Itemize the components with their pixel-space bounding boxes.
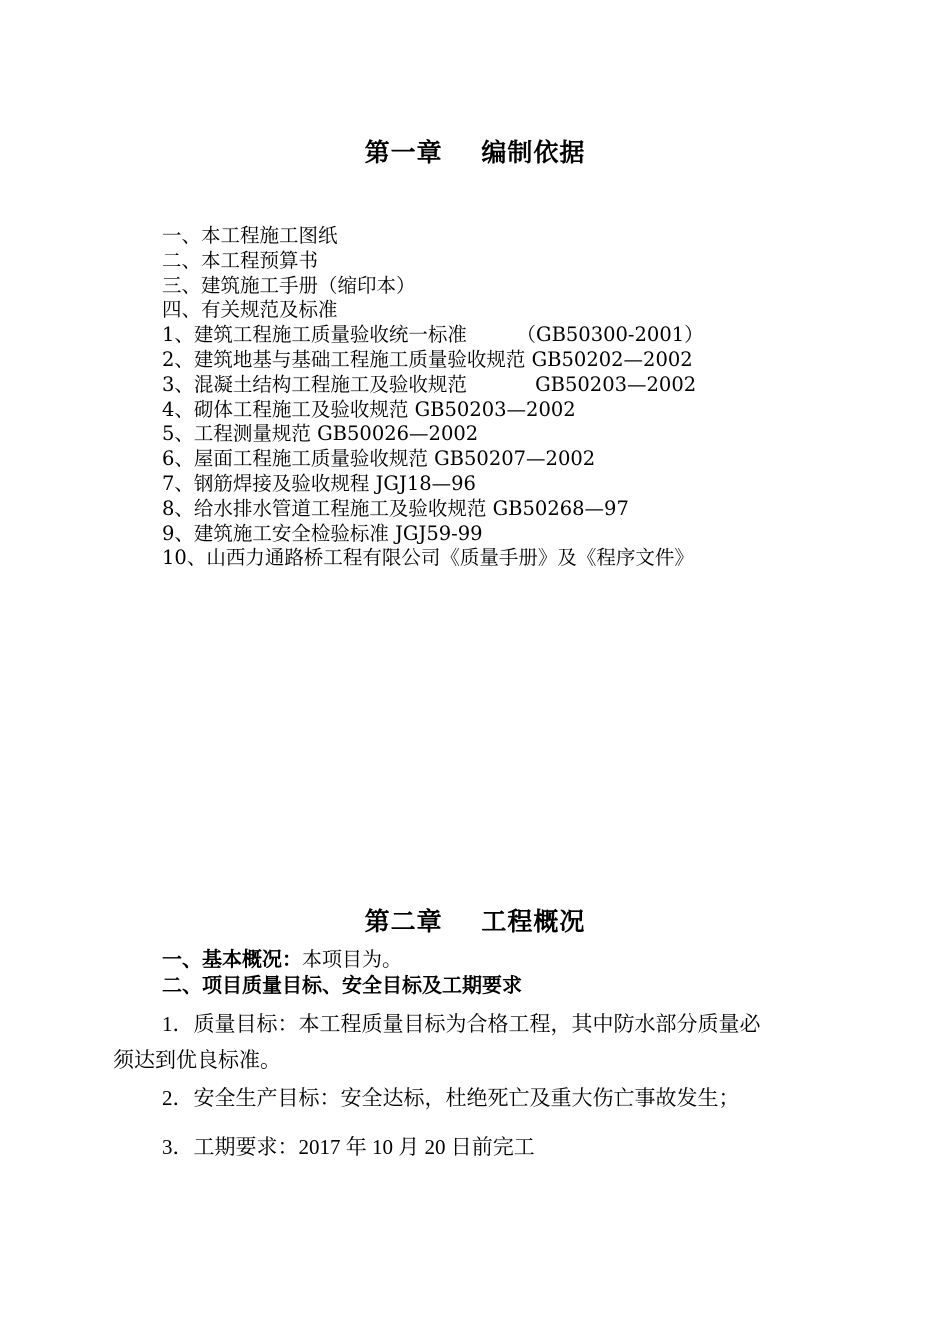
- safety-target-line: 2．安全生产目标：安全达标，杜绝死亡及重大伤亡事故发生；: [162, 1086, 740, 1110]
- list-item: 8、给水排水管道工程施工及验收规范 GB50268—97: [162, 496, 629, 520]
- quality-target-line-1: 1．质量目标：本工程质量目标为合格工程，其中防水部分质量必: [162, 1012, 761, 1036]
- list-item: 2、建筑地基与基础工程施工质量验收规范 GB50202—2002: [162, 347, 693, 371]
- list-item: 9、建筑施工安全检验标准 JGJ59-99: [162, 521, 483, 545]
- chapter-1-title: 第一章 编制依据: [364, 138, 586, 167]
- basic-overview: [162, 943, 402, 972]
- list-item: 3、混凝土结构工程施工及验收规范 GB50203—2002: [162, 372, 697, 396]
- basic-overview-label: 一、基本概况：: [162, 947, 302, 971]
- list-item: 二、本工程预算书: [162, 248, 319, 272]
- list-item: 10、山西力通路桥工程有限公司《质量手册》及《程序文件》: [162, 546, 694, 570]
- basic-overview-text: 本项目为。: [302, 947, 402, 971]
- list-item: 7、钢筋焊接及验收规程 JGJ18—96: [162, 471, 476, 495]
- quality-target-line-2: 须达到优良标准。: [113, 1048, 281, 1072]
- list-item: 四、有关规范及标准: [162, 298, 338, 322]
- schedule-line: 3．工期要求：2017 年 10 月 20 日前完工: [162, 1135, 535, 1159]
- list-item: 4、砌体工程施工及验收规范 GB50203—2002: [162, 397, 576, 421]
- basis-list: [162, 224, 704, 571]
- list-item: 5、工程测量规范 GB50026—2002: [162, 422, 479, 446]
- list-item: 三、建筑施工手册（缩印本）: [162, 273, 416, 297]
- targets-heading: 二、项目质量目标、安全目标及工期要求: [162, 973, 522, 997]
- chapter-2-title: 第二章 工程概况: [364, 907, 586, 936]
- list-item: 1、建筑工程施工质量验收统一标准 （GB50300-2001）: [162, 323, 704, 347]
- list-item: 6、屋面工程施工质量验收规范 GB50207—2002: [162, 447, 596, 471]
- list-item: 一、本工程施工图纸: [162, 224, 338, 247]
